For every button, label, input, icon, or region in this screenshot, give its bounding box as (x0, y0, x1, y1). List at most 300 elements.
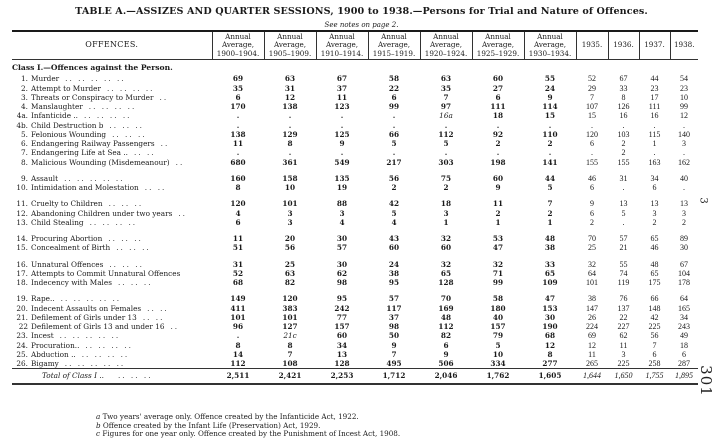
value-cell: 277 (542, 359, 558, 369)
offence-label-cell (12, 74, 212, 83)
offence-number: 9. (21, 173, 28, 183)
value-cell: 89 (680, 234, 688, 244)
value-cell: 128 (334, 359, 350, 369)
value-cell: 7 (287, 349, 293, 359)
value-cell: 49 (680, 331, 688, 341)
offence-label-cell (12, 93, 212, 102)
offence-name: Endangering Railway Passengers (31, 139, 155, 149)
value-cell: 8 (235, 340, 241, 350)
value-cell: 2 (621, 139, 626, 149)
value-cell: 175 (648, 278, 661, 288)
offence-name: Infanticide .. (31, 111, 78, 121)
value-cell: 92 (492, 129, 504, 139)
value-cell: 56 (284, 243, 296, 253)
value-cell: 60 (388, 243, 400, 253)
value-cell: . (622, 120, 625, 130)
value-cell: 101 (282, 199, 298, 209)
class-heading-row (12, 60, 698, 75)
total-value-cell: 1,895 (670, 369, 698, 384)
value-cell: 60 (492, 74, 504, 84)
value-cell: 190 (542, 322, 558, 332)
footnote-text: Figures for one year only. Offence created by the Punishment of Incest Act, 1908. (102, 429, 401, 439)
table-row (12, 294, 698, 303)
value-cell: 4 (391, 217, 397, 227)
value-cell: 3 (287, 208, 293, 218)
leader-dots: .. .. .. (117, 278, 153, 288)
leader-dots: .. .. .. .. .. (64, 173, 125, 183)
value-cell: 40 (680, 173, 688, 183)
value-cell: 157 (334, 322, 350, 332)
value-cell: 3 (652, 208, 657, 218)
value-cell: 60 (492, 173, 504, 183)
value-cell: 7 (547, 199, 553, 209)
offence-name: Endangering Life at Sea .. (31, 148, 128, 158)
value-cell: 68 (544, 331, 556, 341)
offence-label-cell (12, 322, 212, 331)
value-cell: . (236, 331, 240, 341)
value-cell: . (288, 148, 292, 158)
table-row (12, 260, 698, 269)
value-cell: 411 (230, 303, 246, 313)
total-value-cell: 1,650 (608, 369, 639, 384)
value-cell: 3 (339, 208, 345, 218)
value-cell: 44 (650, 74, 659, 84)
table-row (12, 102, 698, 111)
value-cell: 76 (619, 294, 628, 304)
value-cell: 155 (586, 157, 598, 167)
value-cell: 42 (388, 199, 400, 209)
footnote-mark: c (96, 429, 101, 439)
table-title: TABLE A.—ASSIZES AND QUARTER SESSIONS, 1900 to 1938.—Persons for Trial and Nature of Offences. (75, 6, 648, 17)
value-cell: 258 (648, 359, 661, 369)
table-subtitle: See notes on page 2. (324, 21, 399, 29)
offence-label-cell (12, 84, 212, 93)
value-cell: . (591, 120, 593, 130)
value-cell: 24 (388, 259, 400, 269)
offence-label-cell (12, 183, 212, 192)
value-cell: . (683, 120, 685, 130)
value-cell: 149 (230, 294, 246, 304)
value-cell: 2 (621, 148, 626, 158)
value-cell: 65 (440, 268, 452, 278)
value-cell: 95 (336, 294, 348, 304)
offence-name: Defilement of Girls 13 and under 16 (31, 322, 165, 332)
offence-name: Incest (31, 331, 54, 341)
value-cell: 119 (617, 278, 630, 288)
value-cell: 198 (490, 157, 506, 167)
column-header: Annual Average, 1925–1929. (472, 32, 524, 60)
offence-label-cell (12, 158, 212, 167)
value-cell: 9 (495, 183, 501, 193)
value-cell: . (548, 120, 552, 130)
value-cell: 56 (650, 331, 659, 341)
offence-label-cell (12, 294, 212, 303)
table-row (12, 84, 698, 93)
value-cell: 2 (590, 217, 594, 227)
value-cell: 111 (490, 102, 506, 112)
value-cell: 18 (440, 199, 452, 209)
value-cell: 217 (386, 157, 402, 167)
value-cell: 101 (230, 312, 246, 322)
leader-dots: .. .. .. .. (85, 340, 133, 350)
value-cell: 63 (284, 268, 296, 278)
value-cell: 6 (443, 340, 449, 350)
offence-number: 24. (16, 340, 28, 350)
offence-label-cell (12, 209, 212, 218)
offence-name: Indecent Assaults on Females (31, 303, 142, 313)
offence-number: 11. (16, 199, 28, 209)
column-header: 1938. (670, 32, 698, 60)
value-cell: 103 (617, 129, 630, 139)
offence-name: Concealment of Birth (31, 243, 111, 253)
column-header: Annual Average, 1910–1914. (316, 32, 368, 60)
offence-label-cell (12, 218, 212, 227)
value-cell: 6 (652, 183, 657, 193)
value-cell: 153 (542, 303, 558, 313)
value-cell: 82 (440, 331, 452, 341)
leader-dots: .. .. .. .. (106, 83, 155, 93)
table-row (12, 331, 698, 340)
column-header: Annual Average, 1915–1919. (368, 32, 420, 60)
value-cell: 12 (284, 92, 296, 102)
value-cell: 68 (232, 278, 244, 288)
value-cell: 13 (336, 349, 348, 359)
value-cell: 10 (492, 349, 504, 359)
value-cell: 97 (440, 102, 452, 112)
value-cell: 38 (388, 268, 400, 278)
table-row (12, 269, 698, 278)
total-value-cell: 1,712 (368, 369, 420, 384)
value-cell: 123 (334, 102, 350, 112)
value-cell: . (392, 111, 396, 121)
value-cell: 34 (650, 173, 659, 183)
value-cell: 55 (544, 74, 556, 84)
value-cell: 114 (542, 102, 558, 112)
leader-dots: .. .. .. .. (89, 217, 138, 227)
offence-label-cell (12, 359, 212, 369)
offence-name: Intimidation and Molestation (31, 183, 139, 193)
leader-dots: .. .. .. (112, 129, 147, 139)
offence-label-cell (12, 130, 212, 139)
value-cell: 40 (492, 312, 504, 322)
table-row (12, 74, 698, 83)
offence-number: 21. (16, 312, 28, 322)
value-cell: 1 (443, 217, 449, 227)
value-cell: 13 (680, 199, 688, 209)
footnote-text: Two years' average only. Offence created by the Infanticide Act, 1922. (102, 412, 359, 421)
value-cell: 12 (544, 340, 556, 350)
value-cell: 2 (547, 139, 553, 149)
class-heading: Class I.—Offences against the Person. (12, 63, 173, 73)
value-cell: . (683, 148, 685, 158)
value-cell: 99 (492, 278, 504, 288)
value-cell: . (288, 111, 292, 121)
value-cell: . (622, 183, 625, 193)
offence-number: 12. (16, 208, 28, 218)
offence-label-cell (12, 148, 212, 157)
footnote-text: Offence created by the Infant Life (Preservation) Act, 1929. (102, 420, 321, 430)
offence-name: Assault (31, 173, 59, 183)
total-value-cell: 1,644 (576, 369, 608, 384)
value-cell: 62 (619, 331, 628, 341)
value-cell: 32 (440, 234, 452, 244)
value-cell: . (392, 120, 396, 130)
offence-number: 26. (16, 359, 28, 369)
table-row (12, 183, 698, 192)
value-cell: 34 (680, 312, 688, 322)
value-cell: 62 (336, 268, 348, 278)
value-cell: 11 (232, 139, 244, 149)
value-cell: 69 (232, 74, 244, 84)
offences-column-header: OFFENCES. (12, 32, 212, 60)
value-cell: 13 (650, 199, 659, 209)
offence-name: Abduction .. (31, 349, 76, 359)
value-cell: 17 (650, 92, 659, 102)
leader-dots: .. .. (147, 303, 169, 313)
value-cell: 9 (339, 139, 345, 149)
value-cell: 170 (230, 102, 246, 112)
value-cell: 101 (282, 312, 298, 322)
offence-label-cell (12, 199, 212, 208)
value-cell: 31 (619, 173, 628, 183)
offence-number: 4a. (16, 111, 28, 121)
offence-label-cell (12, 341, 212, 350)
value-cell: 7 (652, 340, 657, 350)
value-cell: 6 (590, 208, 594, 218)
value-cell: 6 (495, 92, 501, 102)
value-cell: 24 (544, 83, 556, 93)
value-cell: . (444, 148, 448, 158)
total-row (12, 369, 698, 384)
value-cell: 21 (619, 243, 628, 253)
value-cell: 47 (544, 294, 556, 304)
value-cell: 15 (544, 111, 556, 121)
value-cell: 3 (443, 208, 449, 218)
value-cell: 2 (495, 208, 501, 218)
table-row (12, 158, 698, 167)
value-cell: 37 (336, 83, 348, 93)
offence-number: 2. (21, 83, 28, 93)
offence-name: Child Destruction b (31, 120, 104, 130)
value-cell: 34 (336, 340, 348, 350)
value-cell: 11 (336, 92, 348, 102)
offence-number: 20. (16, 303, 28, 313)
offence-name: Manslaughter (31, 102, 83, 112)
value-cell: 44 (544, 173, 556, 183)
value-cell: 225 (648, 322, 661, 332)
value-cell: . (622, 217, 625, 227)
offence-label-cell (12, 350, 212, 359)
value-cell: 48 (650, 259, 659, 269)
offence-label-cell (12, 269, 212, 278)
value-cell: 60 (336, 331, 348, 341)
value-cell: 549 (334, 157, 350, 167)
offences-table (12, 32, 698, 385)
value-cell: 126 (617, 102, 630, 112)
leader-dots: .. .. .. (108, 234, 143, 244)
leader-dots: .. .. .. (116, 243, 151, 253)
offence-number: 17. (16, 268, 28, 278)
value-cell: 109 (542, 278, 558, 288)
value-cell: . (653, 148, 656, 158)
value-cell: 4 (235, 208, 241, 218)
value-cell: 46 (650, 243, 659, 253)
total-label: Total of Class I .. (42, 371, 104, 381)
column-header: Annual Average, 1930–1934. (524, 32, 576, 60)
value-cell: 16a (439, 111, 453, 121)
value-cell: 32 (588, 259, 596, 269)
value-cell: 77 (336, 312, 348, 322)
offence-number: 25. (16, 349, 28, 359)
leader-dots: .. .. .. (109, 259, 144, 269)
value-cell: . (444, 120, 448, 130)
table-row (12, 359, 698, 369)
value-cell: 112 (438, 129, 454, 139)
total-value-cell: 1,762 (472, 369, 524, 384)
value-cell: 162 (678, 157, 690, 167)
value-cell: 19 (336, 183, 348, 193)
offence-name: Murder (31, 74, 60, 84)
value-cell: 96 (232, 322, 244, 332)
leader-dots: .. .. .. .. .. (64, 359, 126, 369)
value-cell: 11 (492, 199, 504, 209)
value-cell: 6 (682, 349, 686, 359)
table-row (12, 93, 698, 102)
value-cell: 141 (542, 157, 558, 167)
value-cell: 47 (492, 243, 504, 253)
value-cell: 58 (388, 74, 400, 84)
column-header: 1937. (639, 32, 670, 60)
value-cell: 112 (438, 322, 454, 332)
column-header: 1935. (576, 32, 608, 60)
table-row (12, 322, 698, 331)
total-label-cell (12, 369, 212, 384)
value-cell: 2 (547, 208, 553, 218)
column-header: Annual Average, 1905–1909. (264, 32, 316, 60)
offence-number: 16. (16, 259, 28, 269)
offence-number: 8. (21, 157, 28, 167)
offence-name: Threats or Conspiracy to Murder (31, 92, 154, 102)
offence-number: 3. (21, 92, 28, 102)
offence-number: 14. (16, 234, 28, 244)
value-cell: 30 (336, 259, 348, 269)
table-row (12, 199, 698, 208)
value-cell: 32 (440, 259, 452, 269)
value-cell: 6 (391, 92, 397, 102)
value-cell: 163 (648, 157, 661, 167)
value-cell: 104 (678, 268, 690, 278)
value-cell: 43 (388, 234, 400, 244)
value-cell: 2 (652, 217, 657, 227)
value-cell: 120 (586, 129, 598, 139)
leader-dots: .. .. .. .. (83, 111, 132, 121)
table-row (12, 350, 698, 359)
value-cell: 65 (544, 268, 556, 278)
value-cell: 64 (680, 294, 688, 304)
value-cell: . (548, 148, 552, 158)
value-cell: 3 (682, 139, 686, 149)
column-header: Annual Average, 1920–1924. (420, 32, 472, 60)
value-cell: 5 (391, 208, 397, 218)
value-cell: 18 (680, 340, 688, 350)
value-cell: 12 (588, 340, 596, 350)
value-cell: 2 (391, 183, 397, 193)
offence-label-cell (12, 111, 212, 120)
table-row (12, 218, 698, 227)
value-cell: 680 (230, 157, 246, 167)
value-cell: 53 (492, 234, 504, 244)
value-cell: 25 (588, 243, 596, 253)
value-cell: 22 (388, 83, 400, 93)
value-cell: 506 (438, 359, 454, 369)
value-cell: 178 (678, 278, 690, 288)
value-cell: 8 (235, 183, 241, 193)
value-cell: 5 (391, 139, 397, 149)
value-cell: 33 (544, 259, 556, 269)
value-cell: 9 (391, 340, 397, 350)
leader-dots: .. .. .. (117, 371, 153, 381)
value-cell: 32 (492, 259, 504, 269)
spacer-row (12, 287, 698, 294)
leader-dots: .. .. .. .. .. (65, 74, 126, 84)
column-header: 1936. (608, 32, 639, 60)
table-row (12, 121, 698, 130)
value-cell: 9 (590, 199, 594, 209)
value-cell: . (683, 183, 685, 193)
value-cell: 16 (650, 111, 659, 121)
table-row (12, 139, 698, 148)
value-cell: 8 (287, 139, 293, 149)
value-cell: 11 (232, 234, 244, 244)
leader-dots: .. .. .. .. .. (60, 294, 122, 304)
value-cell: 108 (282, 359, 298, 369)
offence-name: Procuring Abortion (31, 234, 103, 244)
total-value-cell: 2,253 (316, 369, 368, 384)
value-cell: 29 (588, 83, 596, 93)
value-cell: 55 (619, 259, 628, 269)
column-header: Annual Average, 1900–1904. (212, 32, 264, 60)
value-cell: 69 (588, 331, 596, 341)
total-value-cell: 2,046 (420, 369, 472, 384)
value-cell: 11 (619, 340, 628, 350)
leader-dots: .. .. .. (108, 199, 144, 209)
value-cell: 52 (588, 74, 596, 84)
offence-number: 23. (16, 331, 28, 341)
value-cell: 74 (619, 268, 628, 278)
table-row (12, 234, 698, 243)
value-cell: 31 (284, 83, 296, 93)
value-cell: 26 (588, 312, 596, 322)
value-cell: 7 (391, 349, 397, 359)
value-cell: . (288, 120, 292, 130)
value-cell: . (653, 120, 656, 130)
offence-label-cell (12, 278, 212, 287)
offence-label-cell (12, 102, 212, 111)
value-cell: . (236, 120, 240, 130)
offence-number: 5. (21, 129, 28, 139)
value-cell: 155 (617, 157, 630, 167)
leader-dots: .. .. .. (109, 120, 144, 130)
value-cell: 23 (680, 83, 688, 93)
value-cell: 157 (490, 322, 506, 332)
value-cell: 138 (282, 102, 298, 112)
offence-label-cell (12, 174, 212, 183)
value-cell: 180 (490, 303, 506, 313)
value-cell: 129 (282, 129, 298, 139)
offence-label-cell (12, 260, 212, 269)
value-cell: 22 (619, 312, 628, 322)
value-cell: 38 (588, 294, 596, 304)
